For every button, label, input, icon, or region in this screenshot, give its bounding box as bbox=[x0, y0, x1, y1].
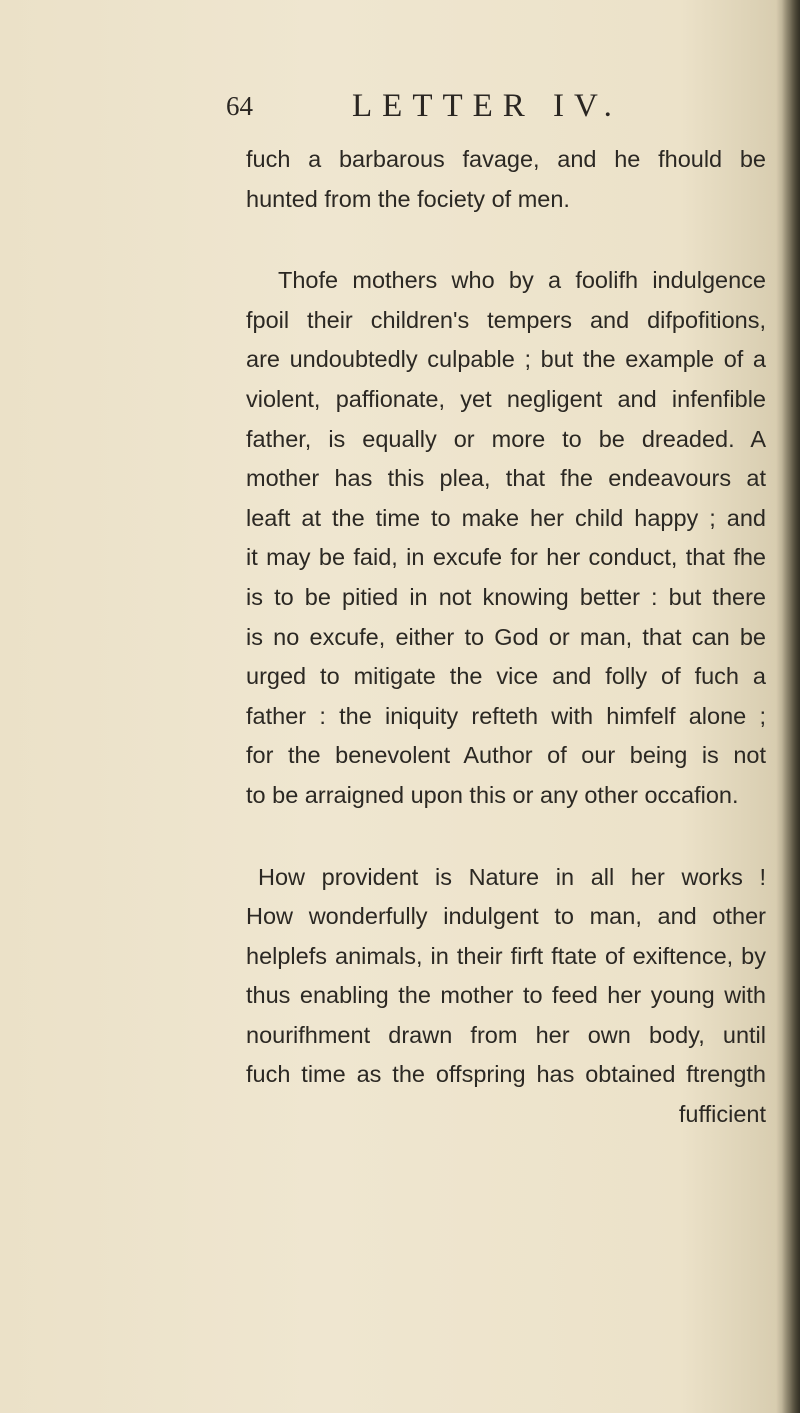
catchword: fufficient bbox=[678, 1101, 766, 1128]
text-line: for the benevolent Author of our being is not bbox=[246, 742, 766, 769]
paragraph-2 bbox=[246, 261, 766, 815]
text-line: thus enabling the mother to feed her young with bbox=[246, 982, 766, 1009]
body-text bbox=[246, 140, 766, 1135]
text-line: it may be faid, in excufe for her conduct, that fhe bbox=[246, 544, 766, 571]
page-edge-shadow bbox=[782, 0, 800, 1413]
paragraph-3 bbox=[246, 858, 766, 1096]
text-line: helplefs animals, in their firft ftate of exiftence, by bbox=[246, 942, 766, 969]
text-line: to be arraigned upon this or any other occafion. bbox=[246, 781, 739, 808]
text-line: are undoubtedly culpable ; but the example of a bbox=[246, 346, 766, 373]
page-number: 64 bbox=[226, 91, 253, 121]
text-line: violent, paffionate, yet negligent and infenfible bbox=[246, 385, 766, 412]
text-line: hunted from the fociety of men. bbox=[246, 185, 570, 212]
text-line: fpoil their children's tempers and difpofitions, bbox=[246, 306, 766, 333]
paragraph-1 bbox=[246, 140, 766, 219]
text-line: leaft at the time to make her child happy ; and bbox=[246, 504, 766, 531]
text-line: fuch a barbarous favage, and he fhould be bbox=[246, 146, 766, 172]
text-line: How provident is Nature in all her works ! bbox=[258, 863, 766, 890]
text-line: nourifhment drawn from her own body, until bbox=[246, 1021, 766, 1048]
text-line: is to be pitied in not knowing better : but there bbox=[246, 583, 766, 610]
text-line: father : the iniquity refteth with himfelf alone ; bbox=[246, 702, 766, 729]
text-line: mother has this plea, that fhe endeavours at bbox=[246, 465, 766, 492]
text-line: fuch time as the offspring has obtained ftrength bbox=[246, 1061, 766, 1088]
text-line: How wonderfully indulgent to man, and other bbox=[246, 903, 766, 930]
running-head bbox=[0, 86, 800, 130]
text-line: Thofe mothers who by a foolifh indulgence bbox=[278, 267, 766, 294]
text-line: father, is equally or more to be dreaded. A bbox=[246, 425, 766, 452]
chapter-title: LETTER IV. bbox=[352, 88, 622, 124]
text-line: is no excufe, either to God or man, that can be bbox=[246, 623, 766, 650]
text-line: urged to mitigate the vice and folly of fuch a bbox=[246, 663, 766, 690]
